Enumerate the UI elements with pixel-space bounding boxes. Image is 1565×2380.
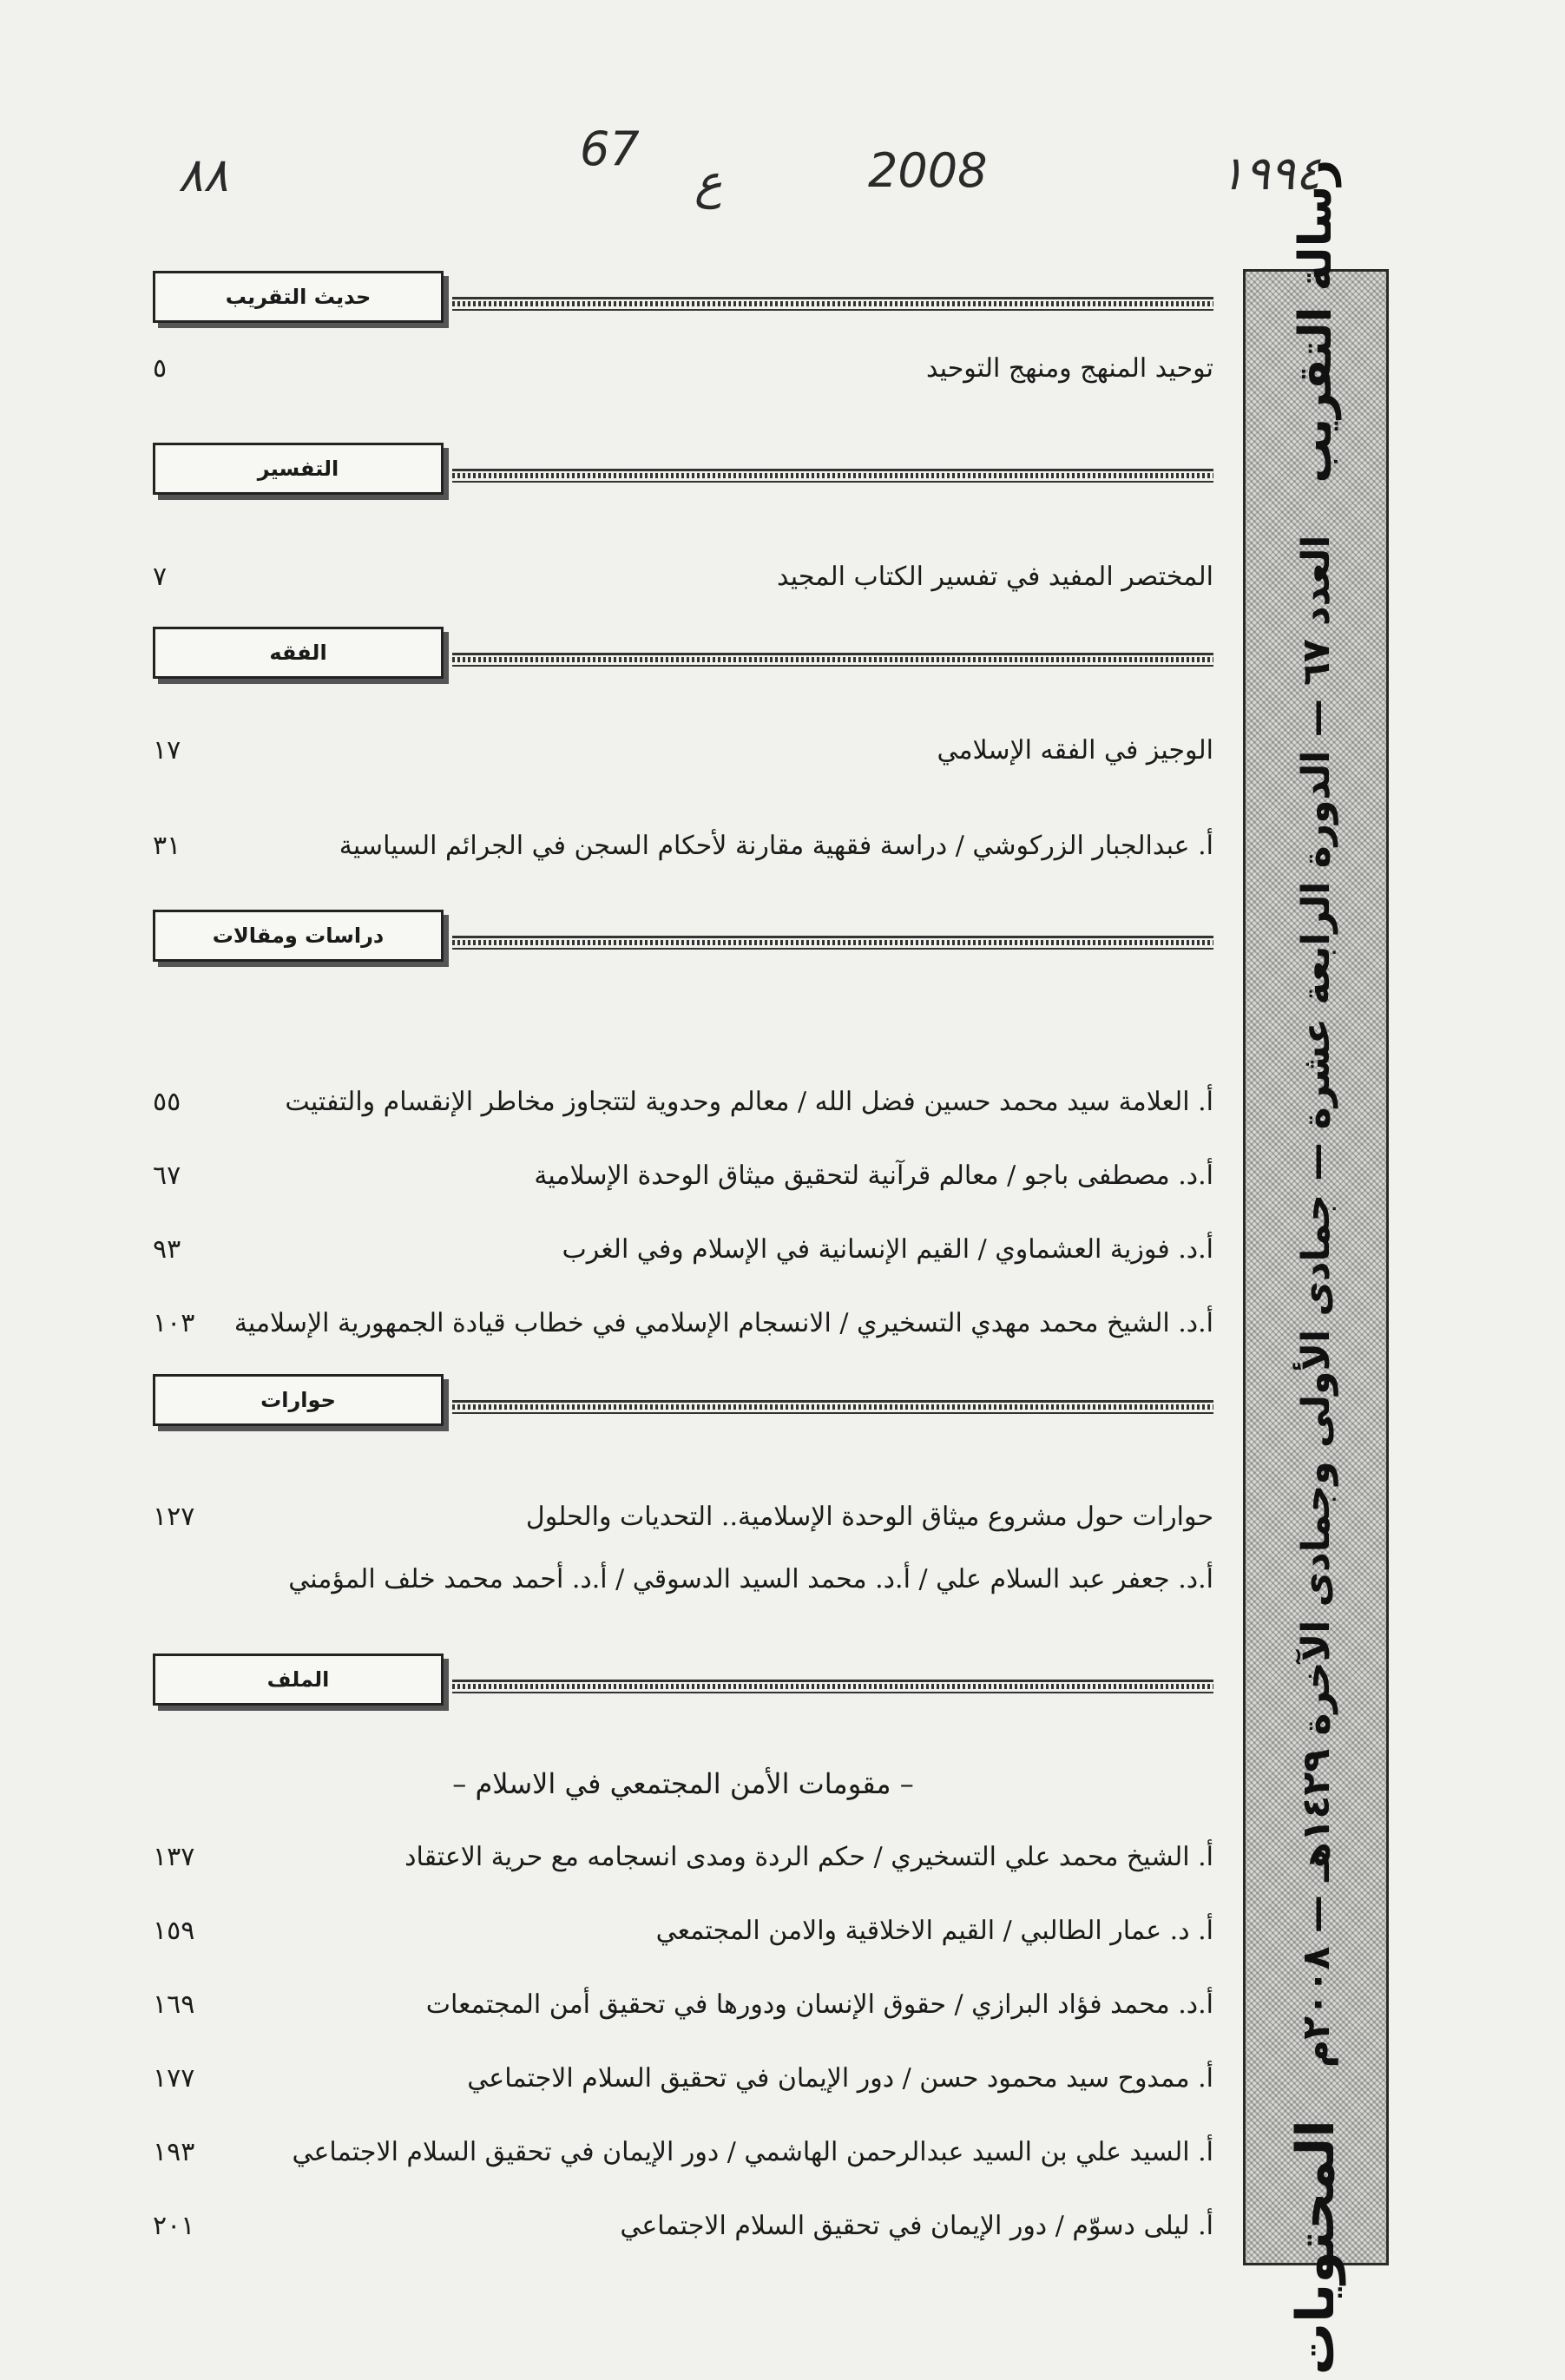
spine-title: رسالة التقريب <box>1290 159 1342 483</box>
section-header <box>153 1654 1213 1714</box>
spine-contents-label: المحتويات <box>1286 2120 1346 2376</box>
handwritten-center-number: 67 <box>580 122 640 176</box>
toc-entry[interactable] <box>153 820 1213 872</box>
toc-entry[interactable] <box>153 725 1213 777</box>
entry-title: الوجيز في الفقه الإسلامي <box>937 735 1213 766</box>
toc-entry[interactable] <box>153 1491 1213 1543</box>
entry-page: ٩٣ <box>153 1234 181 1265</box>
section-header <box>153 271 1213 332</box>
entry-title: أ. عبدالجبار الزركوشي / دراسة فقهية مقارنة لأحكام السجن في الجرائم السياسية <box>339 831 1213 861</box>
section-title: حوارات <box>153 1374 444 1426</box>
entry-page: ٥٥ <box>153 1087 181 1117</box>
entry-page: ٧ <box>153 562 168 592</box>
handwritten-year: 2008 <box>868 143 988 198</box>
toc-entry-authors[interactable] <box>153 1554 1213 1606</box>
toc-entry[interactable] <box>153 2200 1213 2252</box>
entry-page: ١٠٣ <box>153 1308 195 1338</box>
toc-entry[interactable] <box>153 1298 1213 1350</box>
section-title: دراسات ومقالات <box>153 910 444 962</box>
entry-title: أ. ليلى دسوّم / دور الإيمان في تحقيق السلام الاجتماعي <box>620 2211 1213 2241</box>
entry-title: أ.د. مصطفى باجو / معالم قرآنية لتحقيق ميثاق الوحدة الإسلامية <box>534 1160 1213 1191</box>
section-title: الفقه <box>153 627 444 679</box>
toc-entry[interactable] <box>153 1905 1213 1957</box>
section-header <box>153 1374 1213 1435</box>
entry-title: أ.د. الشيخ محمد مهدي التسخيري / الانسجام الإسلامي في خطاب قيادة الجمهورية الإسلامية <box>233 1308 1213 1338</box>
entry-page: ١٧٧ <box>153 2063 195 2094</box>
entry-page: ١٧ <box>153 735 181 766</box>
toc-entry[interactable] <box>153 1979 1213 2031</box>
entry-title: أ. السيد علي بن السيد عبدالرحمن الهاشمي / دور الإيمان في تحقيق السلام الاجتماعي <box>292 2137 1213 2167</box>
entry-page: ٥ <box>153 353 168 384</box>
section-header <box>153 910 1213 970</box>
toc-entry[interactable] <box>153 1224 1213 1276</box>
entry-page: ١٥٩ <box>153 1916 195 1946</box>
spine-text <box>1286 160 1346 2375</box>
entry-title: المختصر المفيد في تفسير الكتاب المجيد <box>777 562 1213 592</box>
toc-entry[interactable] <box>153 343 1213 395</box>
section-title: التفسير <box>153 443 444 495</box>
toc-entry[interactable] <box>153 1076 1213 1128</box>
spine-issue: العدد ٦٧ — الدورة الرابعة عشرة — جمادى الأولى وجمادى الآخرة ١٤٢٩هـ — ٢٠٠٨م <box>1293 535 1338 2068</box>
section-rule <box>452 297 1213 311</box>
entry-page: ١٢٧ <box>153 1502 195 1532</box>
entry-title: أ.د. محمد فؤاد البرازي / حقوق الإنسان ودورها في تحقيق أمن المجتمعات <box>425 1989 1213 2020</box>
entry-title: أ. العلامة سيد محمد حسين فضل الله / معالم وحدوية لتتجاوز مخاطر الإنقسام والتفتيت <box>285 1087 1213 1117</box>
section-title: حديث التقريب <box>153 271 444 323</box>
entry-title: أ.د. فوزية العشماوي / القيم الإنسانية في الإسلام وفي الغرب <box>562 1234 1213 1265</box>
entry-title: أ.د. جعفر عبد السلام علي / أ.د. محمد السيد الدسوقي / أ.د. أحمد محمد خلف المؤمني <box>288 1564 1213 1594</box>
section-subtitle: – مقومات الأمن المجتمعي في الاسلام – <box>452 1767 914 1800</box>
entry-title: حوارات حول مشروع ميثاق الوحدة الإسلامية.. التحديات والحلول <box>525 1502 1213 1532</box>
toc-entry[interactable] <box>153 1831 1213 1884</box>
handwritten-left-number: ٨٨ <box>178 148 229 202</box>
toc-entry[interactable] <box>153 1150 1213 1202</box>
entry-title: أ. د. عمار الطالبي / القيم الاخلاقية والامن المجتمعي <box>655 1916 1213 1946</box>
entry-title: أ. ممدوح سيد محمود حسن / دور الإيمان في تحقيق السلام الاجتماعي <box>467 2063 1213 2094</box>
toc-entry[interactable] <box>153 2053 1213 2105</box>
toc-entry[interactable] <box>153 551 1213 603</box>
handwritten-center-letter: ع <box>694 155 723 209</box>
entry-title: أ. الشيخ محمد علي التسخيري / حكم الردة ومدى انسجامه مع حرية الاعتقاد <box>404 1842 1213 1872</box>
entry-page: ٢٠١ <box>153 2211 195 2241</box>
entry-page: ١٦٩ <box>153 1989 195 2020</box>
section-rule <box>452 936 1213 950</box>
section-rule <box>452 1680 1213 1693</box>
section-rule <box>452 653 1213 667</box>
entry-page: ١٩٣ <box>153 2137 195 2167</box>
section-rule <box>452 1400 1213 1414</box>
toc-entry[interactable] <box>153 2127 1213 2179</box>
entry-title: توحيد المنهج ومنهج التوحيد <box>925 353 1213 384</box>
handwritten-right-number: ١٩٩٤ <box>1220 146 1321 201</box>
entry-page: ٣١ <box>153 831 181 861</box>
section-title: الملف <box>153 1654 444 1706</box>
section-header <box>153 443 1213 503</box>
entry-page: ١٣٧ <box>153 1842 195 1872</box>
section-rule <box>452 469 1213 483</box>
entry-page: ٦٧ <box>153 1160 181 1191</box>
section-header <box>153 627 1213 687</box>
